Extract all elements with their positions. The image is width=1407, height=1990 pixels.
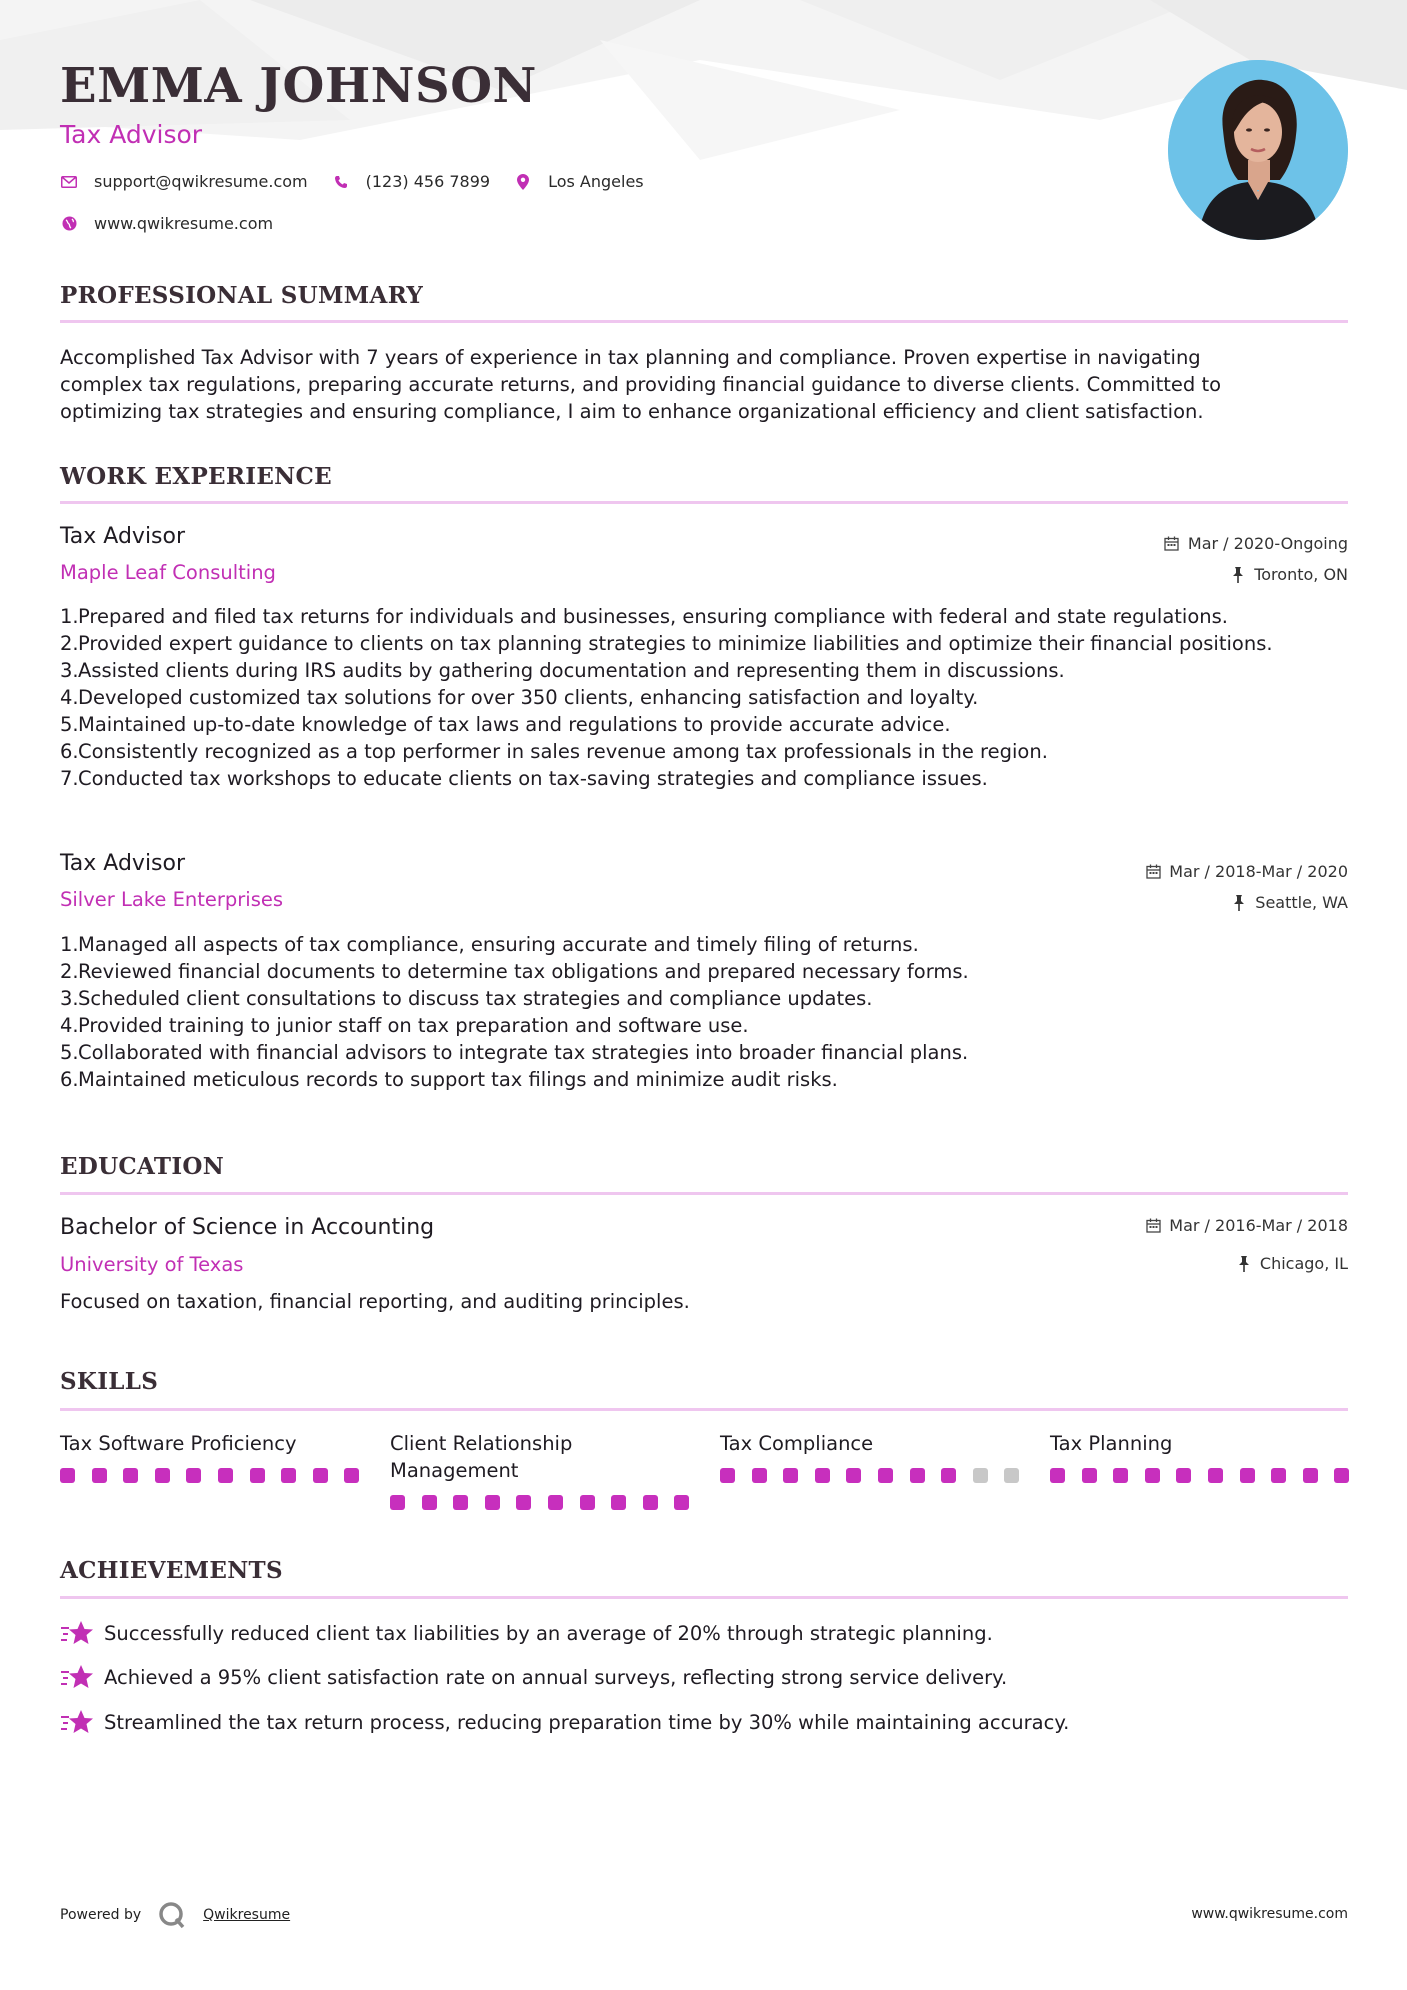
bullet-text: Developed customized tax solutions for over 350 clients, enhancing satisfaction and loyalty. (78, 686, 979, 709)
bullet-number: 2. (60, 960, 79, 983)
section-title-skills: SKILLS (60, 1368, 159, 1395)
bullet-number: 3. (60, 987, 79, 1010)
summary-line: complex tax regulations, preparing accurate returns, and providing financial guidance to diverse clients. Committed to (60, 373, 1222, 396)
brand-link[interactable]: Qwikresume (203, 1907, 291, 1923)
achievement-text: Successfully reduced client tax liabilities by an average of 20% through strategic planning. (104, 1621, 993, 1645)
bullet-item (60, 765, 1348, 792)
job-dates (1145, 862, 1348, 881)
education-dates-text: Mar / 2016-Mar / 2018 (1169, 1216, 1348, 1235)
pushpin-icon (1236, 1256, 1252, 1272)
skill-name-line: Tax Software Proficiency (60, 1432, 297, 1455)
phone-icon (332, 173, 350, 191)
job-location (1230, 565, 1348, 584)
rating-dot-filled (516, 1495, 531, 1510)
calendar-icon (1164, 536, 1180, 552)
bullet-item (60, 958, 1348, 985)
rating-dot-filled (580, 1495, 595, 1510)
bullet-text: Maintained meticulous records to support tax filings and minimize audit risks. (78, 1068, 838, 1091)
education-degree: Bachelor of Science in Accounting (60, 1215, 435, 1240)
rating-dot-filled (643, 1495, 658, 1510)
section-title-education: EDUCATION (60, 1153, 225, 1180)
achievement-text: Streamlined the tax return process, reducing preparation time by 30% while maintaining accuracy. (104, 1710, 1070, 1734)
skill-rating (390, 1495, 706, 1510)
bullet-item (60, 1039, 1348, 1066)
footer-url[interactable]: www.qwikresume.com (1191, 1906, 1348, 1922)
achievement-text: Achieved a 95% client satisfaction rate on annual surveys, reflecting strong service delivery. (104, 1665, 1008, 1689)
bullet-item (60, 684, 1348, 711)
job-title: Tax Advisor (60, 524, 186, 549)
rating-dot-filled (390, 1495, 405, 1510)
rating-dot-filled (186, 1468, 201, 1483)
section-divider (60, 501, 1348, 504)
education-description: Focused on taxation, financial reporting, and auditing principles. (60, 1290, 690, 1313)
skill-name-line: Tax Planning (1050, 1432, 1173, 1455)
section-divider (60, 1408, 1348, 1411)
bullet-text: Provided training to junior staff on tax preparation and software use. (78, 1014, 749, 1037)
rating-dot-filled (1145, 1468, 1160, 1483)
contact-row-2 (60, 214, 297, 233)
bullet-number: 3. (60, 659, 79, 682)
rating-dot-filled (1176, 1468, 1191, 1483)
section-divider (60, 320, 1348, 323)
bullet-number: 4. (60, 1014, 79, 1037)
job-dates-text: Mar / 2020-Ongoing (1187, 534, 1348, 553)
bullet-text: Managed all aspects of tax compliance, ensuring accurate and timely filing of returns. (78, 933, 919, 956)
section-title-achievements: ACHIEVEMENTS (60, 1557, 283, 1584)
rating-dot-filled (250, 1468, 265, 1483)
skill-rating (1050, 1468, 1366, 1483)
rating-dot-filled (422, 1495, 437, 1510)
star-icon (60, 1708, 94, 1736)
star-icon (60, 1619, 94, 1647)
bullet-item (60, 738, 1348, 765)
rating-dot-filled (92, 1468, 107, 1483)
achievement-item (60, 1619, 993, 1647)
skill-name-line: Client Relationship (390, 1432, 573, 1455)
rating-dot-filled (1208, 1468, 1223, 1483)
star-icon (60, 1663, 94, 1691)
contact-location (514, 172, 644, 191)
rating-dot-filled (453, 1495, 468, 1510)
bullet-text: Provided expert guidance to clients on tax planning strategies to minimize liabilities and optimize their financial positions. (78, 632, 1273, 655)
rating-dot-filled (815, 1468, 830, 1483)
rating-dot-filled (783, 1468, 798, 1483)
pushpin-icon (1230, 567, 1246, 583)
job-company: Maple Leaf Consulting (60, 561, 276, 584)
bullet-number: 6. (60, 740, 79, 763)
skill-rating (60, 1468, 376, 1483)
contact-phone[interactable] (332, 172, 490, 191)
website-text: www.qwikresume.com (94, 214, 274, 233)
rating-dot-filled (1303, 1468, 1318, 1483)
contact-website[interactable] (60, 214, 273, 233)
job-dates (1164, 534, 1348, 553)
rating-dot-filled (910, 1468, 925, 1483)
bullet-item (60, 711, 1348, 738)
section-title-summary: PROFESSIONAL SUMMARY (60, 282, 424, 309)
profile-photo (1168, 60, 1348, 240)
rating-dot-filled (281, 1468, 296, 1483)
job-company: Silver Lake Enterprises (60, 888, 284, 911)
calendar-icon (1145, 1218, 1161, 1234)
candidate-name: EMMA JOHNSON (60, 58, 537, 114)
bullet-text: Prepared and filed tax returns for individuals and businesses, ensuring compliance with federal and state regulations. (78, 605, 1228, 628)
education-dates (1145, 1216, 1348, 1235)
summary-text (60, 344, 1348, 425)
bullet-text: Collaborated with financial advisors to integrate tax strategies into broader financial plans. (78, 1041, 969, 1064)
skill-name-line: Management (390, 1459, 519, 1482)
bullet-item (60, 931, 1348, 958)
globe-icon (60, 215, 78, 233)
rating-dot-filled (313, 1468, 328, 1483)
bullet-item (60, 1012, 1348, 1039)
skill-name (60, 1430, 360, 1457)
skill-name-line: Tax Compliance (720, 1432, 874, 1455)
summary-line: Accomplished Tax Advisor with 7 years of experience in tax planning and compliance. Proven expertise in navigating (60, 346, 1201, 369)
bullet-item (60, 985, 1348, 1012)
education-location (1236, 1254, 1348, 1273)
bullet-number: 1. (60, 605, 79, 628)
bullet-text: Reviewed financial documents to determine tax obligations and prepared necessary forms. (78, 960, 969, 983)
bullet-number: 6. (60, 1068, 79, 1091)
bullet-number: 5. (60, 1041, 79, 1064)
rating-dot-filled (548, 1495, 563, 1510)
rating-dot-filled (1082, 1468, 1097, 1483)
contact-row-1 (60, 172, 668, 191)
map-pin-icon (514, 173, 532, 191)
rating-dot-filled (878, 1468, 893, 1483)
powered-by-label: Powered by (60, 1907, 142, 1923)
job-location-text: Seattle, WA (1255, 893, 1348, 912)
footer-powered-by (60, 1900, 290, 1930)
bullet-item (60, 657, 1348, 684)
rating-dot-filled (485, 1495, 500, 1510)
rating-dot-filled (941, 1468, 956, 1483)
bullet-number: 2. (60, 632, 79, 655)
bullet-text: Conducted tax workshops to educate clients on tax-saving strategies and compliance issues. (78, 767, 988, 790)
location-text: Los Angeles (548, 172, 644, 191)
calendar-icon (1145, 864, 1161, 880)
bullet-number: 4. (60, 686, 79, 709)
envelope-icon (60, 173, 78, 191)
bullet-text: Assisted clients during IRS audits by gathering documentation and representing them in discussions. (78, 659, 1065, 682)
bullet-item (60, 630, 1348, 657)
qwikresume-logo-icon (157, 1900, 187, 1930)
rating-dot-filled (218, 1468, 233, 1483)
rating-dot-filled (1271, 1468, 1286, 1483)
job-location (1231, 893, 1348, 912)
contact-email[interactable] (60, 172, 308, 191)
bullet-number: 7. (60, 767, 79, 790)
rating-dot-filled (752, 1468, 767, 1483)
rating-dot-empty (1004, 1468, 1019, 1483)
rating-dot-filled (611, 1495, 626, 1510)
rating-dot-filled (1334, 1468, 1349, 1483)
rating-dot-filled (123, 1468, 138, 1483)
bullet-item (60, 603, 1348, 630)
bullet-text: Maintained up-to-date knowledge of tax laws and regulations to provide accurate advice. (78, 713, 951, 736)
bullet-text: Scheduled client consultations to discuss tax strategies and compliance updates. (78, 987, 873, 1010)
rating-dot-filled (720, 1468, 735, 1483)
rating-dot-filled (344, 1468, 359, 1483)
bullet-text: Consistently recognized as a top performer in sales revenue among tax professionals in the region. (78, 740, 1048, 763)
bullet-number: 5. (60, 713, 79, 736)
job-title: Tax Advisor (60, 851, 186, 876)
rating-dot-empty (973, 1468, 988, 1483)
achievement-item (60, 1708, 1069, 1736)
phone-text: (123) 456 7899 (365, 172, 491, 191)
rating-dot-filled (846, 1468, 861, 1483)
bullet-number: 1. (60, 933, 79, 956)
skill-name (1050, 1430, 1350, 1457)
email-text: support@qwikresume.com (94, 172, 308, 191)
education-school: University of Texas (60, 1253, 244, 1276)
pushpin-icon (1231, 895, 1247, 911)
job-location-text: Toronto, ON (1254, 565, 1348, 584)
job-bullets (60, 931, 1348, 1093)
job-dates-text: Mar / 2018-Mar / 2020 (1169, 862, 1348, 881)
rating-dot-filled (60, 1468, 75, 1483)
achievement-item (60, 1663, 1007, 1691)
skill-name (720, 1430, 1020, 1457)
rating-dot-filled (1113, 1468, 1128, 1483)
section-divider (60, 1596, 1348, 1599)
skill-rating (720, 1468, 1036, 1483)
rating-dot-filled (155, 1468, 170, 1483)
rating-dot-filled (1240, 1468, 1255, 1483)
candidate-title: Tax Advisor (60, 120, 203, 149)
section-title-experience: WORK EXPERIENCE (60, 463, 332, 490)
job-bullets (60, 603, 1348, 792)
section-divider (60, 1192, 1348, 1195)
bullet-item (60, 1066, 1348, 1093)
rating-dot-filled (1050, 1468, 1065, 1483)
summary-line: optimizing tax strategies and ensuring compliance, I aim to enhance organizational efficiency and client satisfaction. (60, 400, 1204, 423)
skill-name (390, 1430, 690, 1484)
rating-dot-filled (674, 1495, 689, 1510)
education-location-text: Chicago, IL (1259, 1254, 1348, 1273)
